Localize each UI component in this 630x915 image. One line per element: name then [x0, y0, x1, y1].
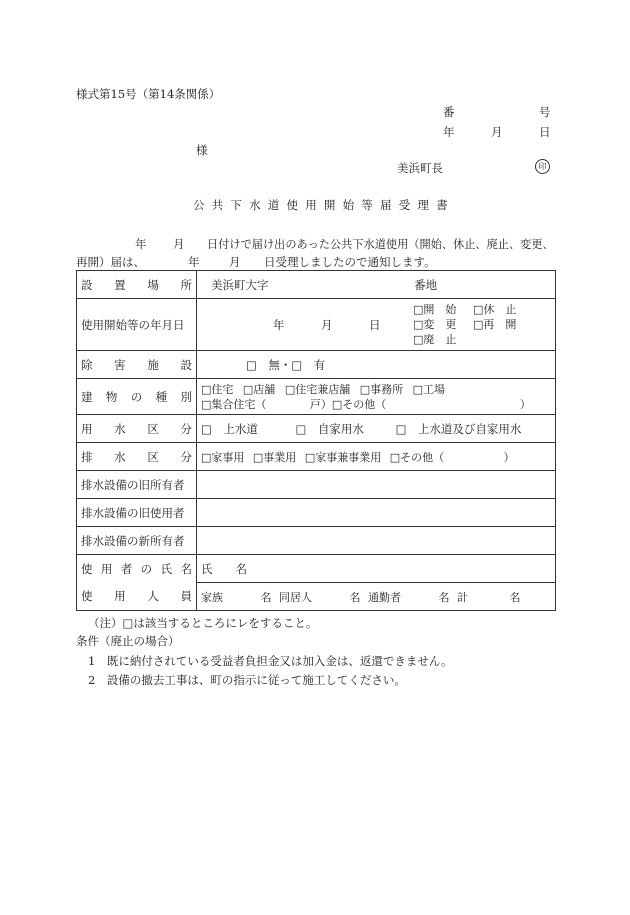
building-line2 — [201, 397, 551, 412]
opt-henko[interactable]: □変 更 — [413, 318, 457, 331]
label-former-user: 排水設備の旧使用者 — [77, 499, 197, 527]
label-new-owner: 排水設備の新所有者 — [77, 527, 197, 555]
row-drain — [77, 443, 556, 471]
start-nen: 年 — [273, 318, 285, 332]
drain-field[interactable] — [197, 443, 556, 471]
former-user-field[interactable] — [197, 499, 556, 527]
start-tsuki: 月 — [321, 318, 333, 332]
drain-business[interactable]: □事業用 — [252, 450, 297, 464]
users-commuter-mei: 名 — [438, 590, 450, 604]
row-users — [77, 583, 556, 611]
note-check: （注）□は該当するところにレをすること。 — [88, 616, 318, 630]
location-town: 美浜町大字 — [211, 277, 269, 292]
start-hi: 日 — [369, 318, 381, 332]
location-banchi: 番地 — [414, 277, 438, 292]
drain-household[interactable]: □家事用 — [201, 450, 245, 464]
bld-shop[interactable]: □店舗 — [242, 382, 276, 396]
users-cohabit: 同居人 — [279, 590, 312, 604]
intro-line2-text: 日受理しましたので通知します。 — [264, 255, 436, 269]
water-public[interactable]: □ 上水道 — [201, 421, 258, 436]
new-owner-field[interactable] — [197, 527, 556, 555]
condition-item-1: 1 既に納付されている受益者負担金又は加入金は、返還できません。 — [88, 654, 453, 668]
start-date-field[interactable] — [197, 299, 556, 351]
intro-line2-tsuki: 月 — [229, 255, 241, 269]
condition-item-2: 2 設備の撤去工事は、町の指示に従って施工してください。 — [88, 673, 406, 687]
building-field[interactable] — [197, 379, 556, 415]
condition-title: 条件（廃止の場合） — [76, 634, 180, 648]
former-owner-field[interactable] — [197, 471, 556, 499]
bld-other-close: ） — [519, 397, 531, 411]
drain-other-close: ） — [503, 450, 515, 464]
label-treatment: 除 害 施 設 — [81, 357, 192, 372]
label-building: 建 物 の 種 別 — [81, 389, 192, 404]
label-users: 使 用 人 員 — [81, 589, 192, 604]
intro-line1-text: 日付けで届け出のあった公共下水道使用（開始、休止、廃止、変更、 — [207, 238, 554, 251]
water-field[interactable] — [197, 415, 556, 443]
users-family: 家族 — [201, 590, 223, 604]
addressee-sama: 様 — [196, 143, 208, 157]
intro-line2-nen: 年 — [188, 255, 200, 269]
row-location — [77, 271, 556, 299]
number-go: 号 — [539, 105, 551, 119]
bld-office[interactable]: □事務所 — [359, 382, 404, 396]
bld-house-shop[interactable]: □住宅兼店舗 — [284, 382, 351, 396]
intro-line1-nen: 年 — [135, 237, 147, 251]
users-field[interactable] — [197, 583, 556, 611]
user-name-field[interactable] — [197, 555, 556, 583]
treatment-field[interactable] — [197, 351, 556, 379]
row-water — [77, 415, 556, 443]
date-hi: 日 — [539, 125, 551, 139]
location-field[interactable] — [197, 271, 556, 299]
user-name-label: 氏 名 — [201, 561, 247, 576]
row-user-name — [77, 555, 556, 583]
opt-haishi[interactable]: □廃 止 — [413, 333, 457, 346]
start-options — [413, 302, 533, 347]
bld-factory[interactable]: □工場 — [412, 382, 446, 396]
row-start-date — [77, 299, 556, 351]
water-both[interactable]: □ 上水道及び自家用水 — [395, 421, 522, 436]
treatment-options: □ 無・□ 有 — [246, 357, 326, 372]
form-table — [76, 270, 556, 611]
date-nen: 年 — [443, 125, 455, 139]
drain-other[interactable]: □その他（ — [389, 450, 445, 464]
row-former-owner — [77, 471, 556, 499]
label-water: 用 水 区 分 — [81, 421, 192, 436]
form-id: 様式第15号（第14条関係） — [76, 87, 221, 101]
row-building — [77, 379, 556, 415]
users-commuter: 通勤者 — [368, 590, 401, 604]
seal-stamp: 印 — [535, 159, 550, 174]
opt-kaishi[interactable]: □開 始 — [413, 303, 457, 316]
water-private[interactable]: □ 自家用水 — [295, 421, 364, 436]
date-tsuki: 月 — [491, 125, 503, 139]
opt-saikai[interactable]: □再 開 — [473, 318, 517, 331]
label-user-name: 使 用 者 の 氏 名 — [81, 561, 192, 576]
intro-line2-prefix: 再開）届は、 — [76, 255, 145, 269]
label-drain: 排 水 区 分 — [81, 449, 192, 464]
label-start-date: 使用開始等の年月日 — [77, 299, 197, 351]
opt-kyushi[interactable]: □休 止 — [473, 303, 517, 316]
users-total: 計 — [457, 590, 468, 604]
label-location: 設 置 場 所 — [81, 277, 192, 292]
label-former-owner: 排水設備の旧所有者 — [77, 471, 197, 499]
users-family-mei: 名 — [260, 590, 272, 604]
bld-apartment[interactable]: □集合住宅（ — [201, 397, 267, 411]
building-line1 — [201, 382, 551, 397]
issuer: 美浜町長 — [397, 161, 443, 175]
doc-title: 公共下水道使用開始等届受理書 — [193, 198, 455, 212]
row-treatment — [77, 351, 556, 379]
row-former-user — [77, 499, 556, 527]
number-ban: 番 — [443, 105, 455, 119]
bld-other[interactable]: 戸）□その他（ — [309, 397, 387, 411]
drain-both[interactable]: □家事兼事業用 — [304, 450, 382, 464]
intro-line1-tsuki: 月 — [173, 237, 185, 251]
row-new-owner — [77, 527, 556, 555]
bld-house[interactable]: □住宅 — [201, 382, 234, 396]
users-cohabit-mei: 名 — [349, 590, 361, 604]
users-total-mei: 名 — [509, 590, 521, 604]
